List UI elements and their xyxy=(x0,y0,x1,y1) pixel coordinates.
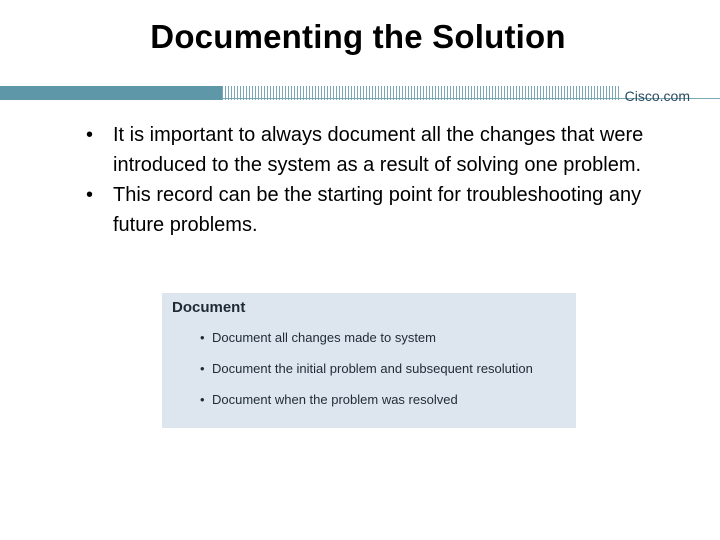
bullet-icon: • xyxy=(200,330,205,345)
bullet-item xyxy=(86,180,686,240)
bullet-item xyxy=(86,120,686,180)
header-band-solid xyxy=(0,86,222,100)
bullet-icon: • xyxy=(200,361,205,376)
brand-logo-text: Cisco.com xyxy=(624,88,690,104)
header-band xyxy=(0,86,720,100)
bullet-icon: • xyxy=(86,124,94,146)
slide-title: Documenting the Solution xyxy=(150,18,566,55)
bullet-text: It is important to always document all the changes that were introduced to the system as a result of solving one problem. xyxy=(113,124,644,176)
bullet-icon: • xyxy=(86,184,94,206)
panel-item-text: Document the initial problem and subsequent resolution xyxy=(212,361,533,376)
panel-list-item xyxy=(200,392,533,423)
bullet-list xyxy=(86,120,686,240)
panel-list-item xyxy=(200,361,533,392)
panel-list xyxy=(200,330,533,423)
panel-list-item xyxy=(200,330,533,361)
panel-item-text: Document all changes made to system xyxy=(212,330,436,345)
bullet-text: This record can be the starting point for troubleshooting any future problems. xyxy=(113,184,642,236)
bullet-icon: • xyxy=(200,392,205,407)
document-panel xyxy=(162,293,576,428)
panel-heading: Document xyxy=(172,299,246,316)
panel-item-text: Document when the problem was resolved xyxy=(212,392,458,407)
